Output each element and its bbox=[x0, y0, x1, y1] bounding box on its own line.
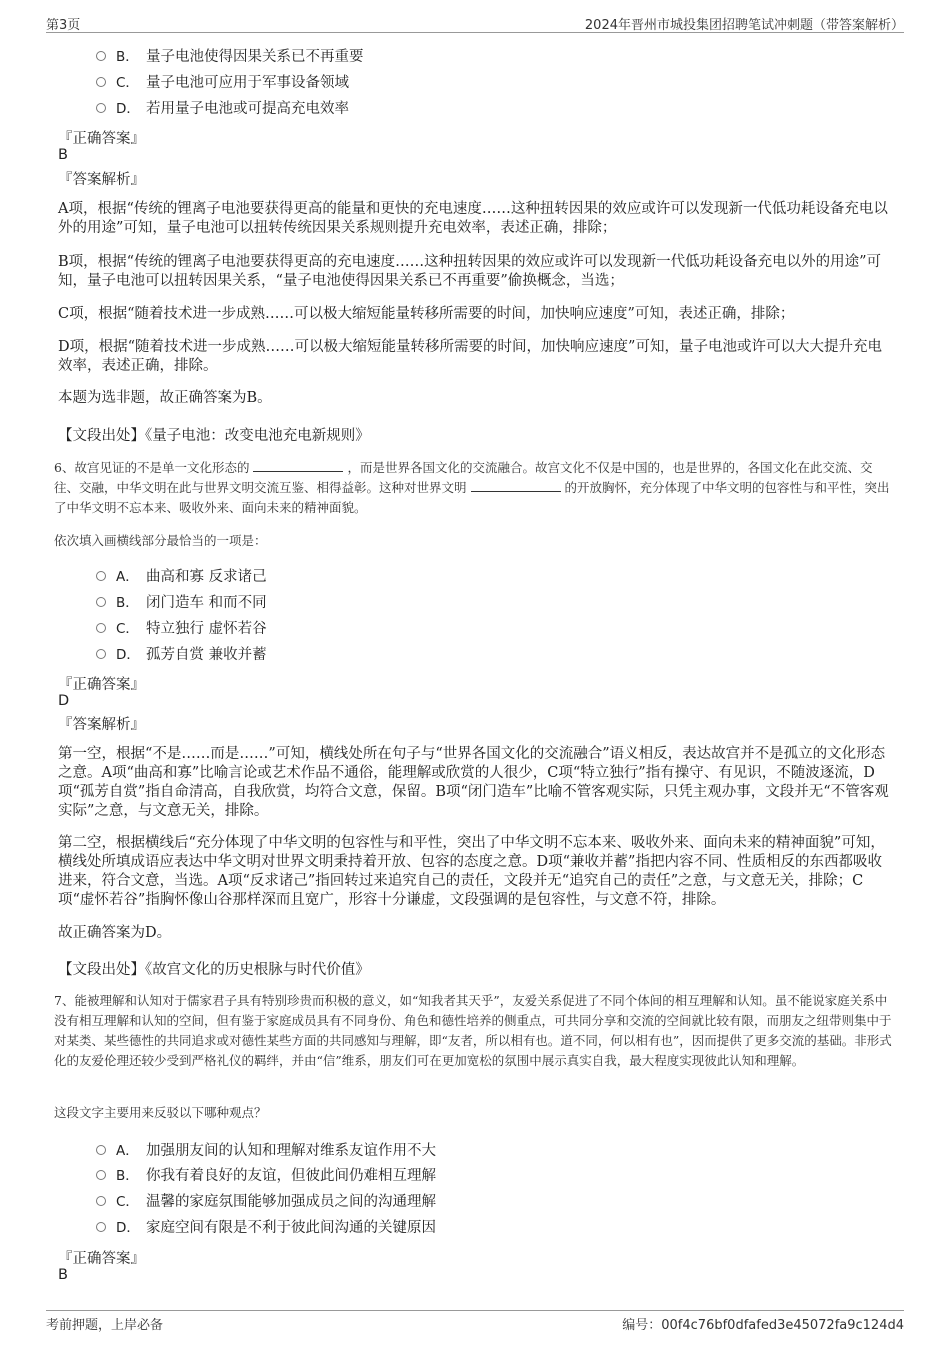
q5-analysis-a: A项，根据“传统的锂离子电池要获得更高的能量和更快的充电速度……这种扭转因果的效应或许可以发现新一代低功耗设备充电以外的用途”可知，量子电池可以扭转传统因果关系规则提升充电效率，表述正确，排除； bbox=[58, 201, 888, 236]
radio-icon[interactable] bbox=[96, 571, 106, 581]
page-footer bbox=[46, 1310, 904, 1331]
q6-conclusion: 故正确答案为D。 bbox=[58, 925, 172, 941]
q5-option-d[interactable]: D． 若用量子电池或可提高充电效率 bbox=[96, 100, 349, 118]
q7-answer: B bbox=[58, 1267, 68, 1283]
q5-analysis-c: C项，根据“随着技术进一步成熟……可以极大缩短能量转移所需要的时间，加快响应速度”可知，表述正确，排除； bbox=[58, 306, 795, 322]
q5-analysis-d: D项，根据“随着技术进一步成熟……可以极大缩短能量转移所需要的时间，加快响应速度”可知，量子电池或许可以大大提升充电效率，表述正确，排除。 bbox=[58, 339, 882, 374]
q6-answer-label: 『正确答案』 bbox=[58, 677, 145, 693]
q7-stem: 7、能被理解和认知对于儒家君子具有特别珍贵而积极的意义，如“知我者其天乎”，友爱关系促进了不同个体间的相互理解和认知。虽不能说家庭关系中没有相互理解和认知的空间，但有鉴于家庭成员具有不同身份、角色和德性培养的侧重点，可共同分享和交流的空间就比较有限，而朋友之纽带则集中于对某类、某些德性的共同追求或对德性某些方面的共同感知与理解，即“友者，所以相有也。道不同，何以相有也”，因而提供了更多交流的基础。非形式化的友爱伦理还较少受到严格礼仪的羁绊，并由“信”维系，朋友们可在更加宽松的氛围中展示真实自我，最大程度实现彼此认知和理解。 bbox=[54, 993, 892, 1068]
q7-option-d[interactable]: D． 家庭空间有限是不利于彼此间沟通的关键原因 bbox=[96, 1219, 436, 1237]
radio-icon[interactable] bbox=[96, 103, 106, 113]
q5-option-c[interactable]: C． 量子电池可应用于军事设备领域 bbox=[96, 74, 349, 92]
q5-answer-label: 『正确答案』 bbox=[58, 131, 145, 147]
q7-answer-label: 『正确答案』 bbox=[58, 1251, 145, 1267]
q6-option-c[interactable]: C． 特立独行 虚怀若谷 bbox=[96, 620, 267, 638]
page-number: 第3页 bbox=[46, 18, 81, 33]
q5-option-b[interactable]: B． 量子电池使得因果关系已不再重要 bbox=[96, 48, 364, 66]
q5-analysis-label: 『答案解析』 bbox=[58, 172, 145, 188]
q5-analysis-b: B项，根据“传统的锂离子电池要获得更高的充电速度……这种扭转因果的效应或许可以发现新一代低功耗设备充电以外的用途”可知，量子电池可以扭转因果关系，“量子电池使得因果关系已不再重要”偷换概念，当选； bbox=[58, 254, 881, 289]
radio-icon[interactable] bbox=[96, 1170, 106, 1180]
q6-analysis-label: 『答案解析』 bbox=[58, 717, 145, 733]
page-header bbox=[46, 12, 904, 33]
q6-source: 【文段出处】《故宫文化的历史根脉与时代价值》 bbox=[58, 962, 370, 978]
q7-option-c[interactable]: C． 温馨的家庭氛围能够加强成员之间的沟通理解 bbox=[96, 1193, 436, 1211]
q7-prompt: 这段文字主要用来反驳以下哪种观点？ bbox=[54, 1105, 267, 1120]
q6-analysis-first: 第一空，根据“不是……而是……”可知，横线处所在句子与“世界各国文化的交流融合”语义相反，表达故宫并不是孤立的文化形态之意。A项“曲高和寡”比喻言论或艺术作品不通俗，能理解或欣赏的人很少，C项“特立独行”指有操守、有见识，不随波逐流，D项“孤芳自赏”指自命清高，自我欣赏，均符合文意，保留。B项“闭门造车”比喻不管客观实际，只凭主观办事，文段并无“不管客观实际”之意，与文意无关，排除。 bbox=[58, 746, 889, 819]
q7-option-a[interactable]: A． 加强朋友间的认知和理解对维系友谊作用不大 bbox=[96, 1142, 436, 1160]
radio-icon[interactable] bbox=[96, 597, 106, 607]
radio-icon[interactable] bbox=[96, 1196, 106, 1206]
q7-option-b[interactable]: B． 你我有着良好的友谊，但彼此间仍难相互理解 bbox=[96, 1167, 436, 1185]
radio-icon[interactable] bbox=[96, 77, 106, 87]
radio-icon[interactable] bbox=[96, 51, 106, 61]
q6-stem: 6、故宫见证的不是单一文化形态的 ，而是世界各国文化的交流融合。故宫文化不仅是中国的，也是世界的，各国文化在此交流、交往、交融，中华文明在此与世界文明交流互鉴、相得益彰。这种对世界文明 的开放胸怀，充分体现了中华文明的包容性与和平性，突出了中华文明不忘本来、吸收外来、面向未来的精神面貌。 bbox=[54, 460, 890, 515]
q6-option-b[interactable]: B． 闭门造车 和而不同 bbox=[96, 594, 267, 612]
q6-prompt: 依次填入画横线部分最恰当的一项是： bbox=[54, 533, 267, 548]
blank-line bbox=[253, 459, 343, 472]
radio-icon[interactable] bbox=[96, 1222, 106, 1232]
q6-analysis-second: 第二空，根据横线后“充分体现了中华文明的包容性与和平性，突出了中华文明不忘本来、吸收外来、面向未来的精神面貌”可知，横线处所填成语应表达中华文明对世界文明秉持着开放、包容的态度之意。D项“兼收并蓄”指把内容不同、性质相反的东西都吸收进来，符合文意，当选。A项“反求诸己”指回转过来追究自己的责任，文段并无“追究自己的责任”之意，与文意无关，排除；C项“虚怀若谷”指胸怀像山谷那样深而且宽广，形容十分谦虚，文段强调的是包容性，与文意不符，排除。 bbox=[58, 835, 885, 908]
radio-icon[interactable] bbox=[96, 1145, 106, 1155]
q5-answer: B bbox=[58, 147, 68, 163]
q5-conclusion: 本题为选非题，故正确答案为B。 bbox=[58, 390, 272, 406]
q6-option-a[interactable]: A． 曲高和寡 反求诸己 bbox=[96, 568, 267, 586]
q5-source: 【文段出处】《量子电池：改变电池充电新规则》 bbox=[58, 428, 370, 444]
radio-icon[interactable] bbox=[96, 623, 106, 633]
blank-line bbox=[471, 479, 561, 492]
q6-option-d[interactable]: D． 孤芳自赏 兼收并蓄 bbox=[96, 646, 267, 664]
radio-icon[interactable] bbox=[96, 649, 106, 659]
q6-answer: D bbox=[58, 693, 70, 709]
document-code: 编号：00f4c76bf0dfafed3e45072fa9c124d4 bbox=[622, 1318, 904, 1333]
footer-slogan: 考前押题，上岸必备 bbox=[46, 1318, 164, 1333]
document-title: 2024年晋州市城投集团招聘笔试冲刺题（带答案解析） bbox=[584, 18, 904, 33]
